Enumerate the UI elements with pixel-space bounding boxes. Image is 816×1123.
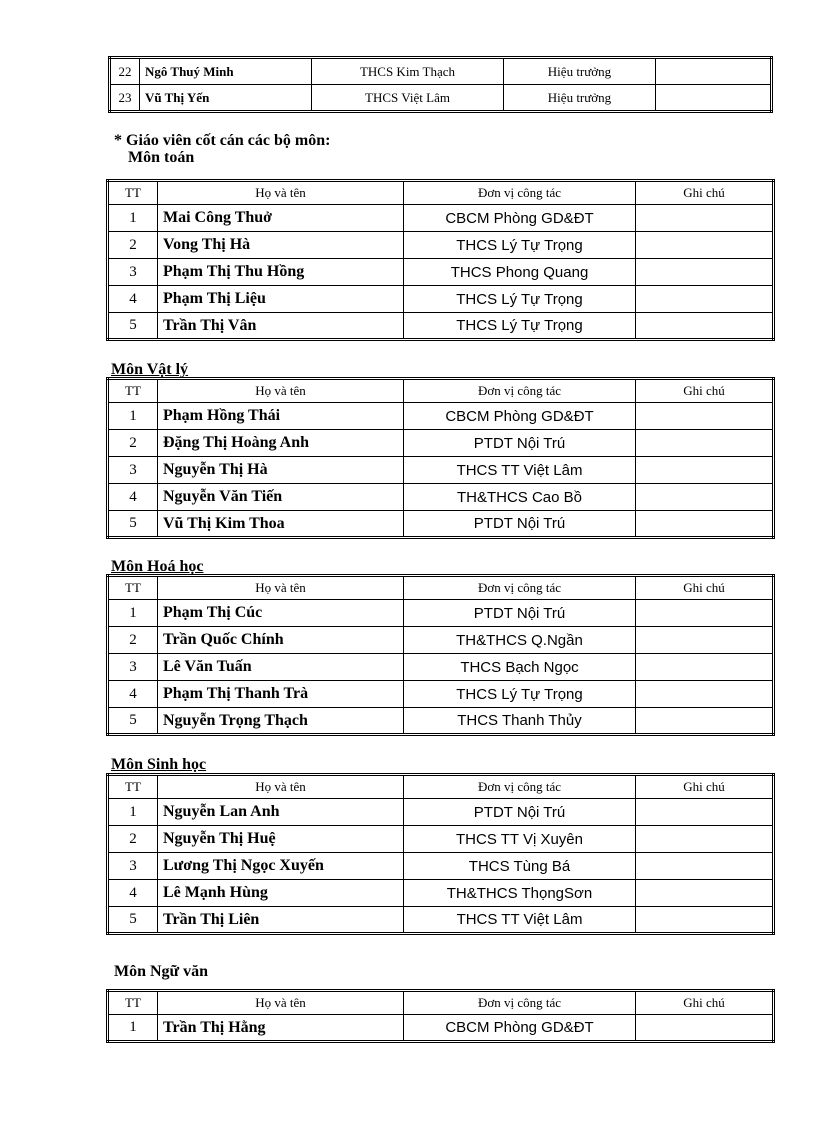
workplace: TH&THCS Q.Ngần: [404, 627, 636, 654]
row-number: 2: [108, 430, 158, 457]
row-number: 4: [108, 484, 158, 511]
note-cell: [636, 313, 774, 340]
workplace: CBCM Phòng GD&ĐT: [404, 205, 636, 232]
row-number: 4: [108, 880, 158, 907]
table-row: [108, 600, 774, 627]
note-cell: [636, 799, 774, 826]
teacher-name: Nguyễn Thị Huệ: [158, 826, 404, 853]
teacher-name: Mai Công Thuở: [158, 205, 404, 232]
workplace: THCS Lý Tự Trọng: [404, 313, 636, 340]
note-cell: [636, 259, 774, 286]
workplace: CBCM Phòng GD&ĐT: [404, 403, 636, 430]
note-cell: [636, 511, 774, 538]
row-number: 1: [108, 799, 158, 826]
subject-table-literature: [106, 989, 775, 1043]
teacher-name: Phạm Thị Thanh Trà: [158, 681, 404, 708]
workplace: THCS Lý Tự Trọng: [404, 232, 636, 259]
table-row: [108, 457, 774, 484]
teacher-name: Trần Quốc Chính: [158, 627, 404, 654]
header-unit: Đơn vị công tác: [404, 775, 636, 799]
row-number: 2: [108, 826, 158, 853]
header-note: Ghi chú: [636, 991, 774, 1015]
teacher-name: Trần Thị Liên: [158, 907, 404, 934]
header-note: Ghi chú: [636, 379, 774, 403]
section-title-literature: Môn Ngữ văn: [114, 963, 209, 980]
teacher-name: Trần Thị Hằng: [158, 1015, 404, 1042]
workplace: THCS TT Vị Xuyên: [404, 826, 636, 853]
table-row: [108, 511, 774, 538]
teacher-name: Vong Thị Hà: [158, 232, 404, 259]
table-row: [108, 799, 774, 826]
header-note: Ghi chú: [636, 576, 774, 600]
workplace: CBCM Phòng GD&ĐT: [404, 1015, 636, 1042]
table-row: [110, 85, 772, 112]
teacher-name: Trần Thị Vân: [158, 313, 404, 340]
role: Hiệu trưởng: [504, 85, 656, 112]
table-header-row: [108, 181, 774, 205]
row-number: 3: [108, 259, 158, 286]
note-cell: [636, 232, 774, 259]
table-header-row: [108, 991, 774, 1015]
note-cell: [636, 403, 774, 430]
workplace: PTDT Nội Trú: [404, 511, 636, 538]
row-number: 3: [108, 654, 158, 681]
note-cell: [636, 907, 774, 934]
row-number: 1: [108, 600, 158, 627]
table-header-row: [108, 576, 774, 600]
row-number: 4: [108, 681, 158, 708]
workplace: PTDT Nội Trú: [404, 799, 636, 826]
table-row: [108, 880, 774, 907]
teacher-name: Lương Thị Ngọc Xuyến: [158, 853, 404, 880]
row-number: 23: [110, 85, 140, 112]
teacher-name: Phạm Thị Thu Hồng: [158, 259, 404, 286]
header-note: Ghi chú: [636, 181, 774, 205]
workplace: THCS Tùng Bá: [404, 853, 636, 880]
workplace: THCS TT Việt Lâm: [404, 457, 636, 484]
table-row: [108, 853, 774, 880]
note-cell: [636, 457, 774, 484]
workplace: TH&THCS ThọngSơn: [404, 880, 636, 907]
table-row: [108, 286, 774, 313]
table-row: [108, 907, 774, 934]
note-cell: [636, 708, 774, 735]
workplace: TH&THCS Cao Bồ: [404, 484, 636, 511]
table-row: [108, 232, 774, 259]
workplace: THCS Kim Thạch: [312, 58, 504, 85]
section-title-biology: Môn Sinh học: [111, 756, 207, 773]
workplace: THCS Thanh Thủy: [404, 708, 636, 735]
row-number: 1: [108, 403, 158, 430]
subject-table-biology: [106, 773, 775, 935]
row-number: 5: [108, 511, 158, 538]
row-number: 5: [108, 907, 158, 934]
teacher-name: Nguyễn Trọng Thạch: [158, 708, 404, 735]
teacher-name: Ngô Thuý Minh: [140, 58, 312, 85]
row-number: 5: [108, 313, 158, 340]
teacher-name: Phạm Hồng Thái: [158, 403, 404, 430]
note-cell: [636, 484, 774, 511]
workplace: THCS Phong Quang: [404, 259, 636, 286]
header-name: Họ và tên: [158, 991, 404, 1015]
teacher-name: Đặng Thị Hoàng Anh: [158, 430, 404, 457]
header-tt: TT: [108, 576, 158, 600]
workplace: THCS Lý Tự Trọng: [404, 681, 636, 708]
teacher-name: Nguyễn Thị Hà: [158, 457, 404, 484]
section-title-math: Môn toán: [128, 149, 195, 166]
workplace: PTDT Nội Trú: [404, 600, 636, 627]
header-tt: TT: [108, 775, 158, 799]
teacher-name: Lê Văn Tuấn: [158, 654, 404, 681]
subject-table-chemistry: [106, 574, 775, 736]
table-row: [108, 1015, 774, 1042]
workplace: THCS Việt Lâm: [312, 85, 504, 112]
subject-table-physics: [106, 377, 775, 539]
row-number: 22: [110, 58, 140, 85]
header-name: Họ và tên: [158, 775, 404, 799]
row-number: 1: [108, 1015, 158, 1042]
subject-table-math: [106, 179, 775, 341]
teacher-name: Nguyễn Văn Tiến: [158, 484, 404, 511]
note-cell: [636, 826, 774, 853]
key-teachers-heading: * Giáo viên cốt cán các bộ môn:: [114, 132, 331, 149]
note-cell: [636, 654, 774, 681]
header-unit: Đơn vị công tác: [404, 576, 636, 600]
note-cell: [636, 853, 774, 880]
teacher-name: Vũ Thị Yến: [140, 85, 312, 112]
row-number: 3: [108, 457, 158, 484]
workplace: THCS TT Việt Lâm: [404, 907, 636, 934]
table-row: [108, 654, 774, 681]
note-cell: [636, 205, 774, 232]
row-number: 3: [108, 853, 158, 880]
note-cell: [636, 286, 774, 313]
row-number: 1: [108, 205, 158, 232]
table-header-row: [108, 775, 774, 799]
note-cell: [636, 600, 774, 627]
table-row: [108, 484, 774, 511]
role: Hiệu trưởng: [504, 58, 656, 85]
workplace: PTDT Nội Trú: [404, 430, 636, 457]
row-number: 4: [108, 286, 158, 313]
header-unit: Đơn vị công tác: [404, 379, 636, 403]
top-table: [108, 56, 773, 113]
header-note: Ghi chú: [636, 775, 774, 799]
table-row: [108, 313, 774, 340]
teacher-name: Phạm Thị Cúc: [158, 600, 404, 627]
header-name: Họ và tên: [158, 576, 404, 600]
table-row: [108, 627, 774, 654]
header-tt: TT: [108, 181, 158, 205]
table-row: [108, 403, 774, 430]
table-row: [108, 259, 774, 286]
table-row: [108, 205, 774, 232]
teacher-name: Lê Mạnh Hùng: [158, 880, 404, 907]
header-unit: Đơn vị công tác: [404, 991, 636, 1015]
row-number: 2: [108, 627, 158, 654]
teacher-name: Nguyễn Lan Anh: [158, 799, 404, 826]
header-unit: Đơn vị công tác: [404, 181, 636, 205]
header-name: Họ và tên: [158, 379, 404, 403]
row-number: 2: [108, 232, 158, 259]
header-tt: TT: [108, 991, 158, 1015]
header-tt: TT: [108, 379, 158, 403]
table-row: [110, 58, 772, 85]
table-header-row: [108, 379, 774, 403]
table-row: [108, 681, 774, 708]
workplace: THCS Lý Tự Trọng: [404, 286, 636, 313]
note-cell: [636, 880, 774, 907]
teacher-name: Vũ Thị Kim Thoa: [158, 511, 404, 538]
note-cell: [656, 85, 772, 112]
note-cell: [636, 430, 774, 457]
table-row: [108, 708, 774, 735]
table-row: [108, 826, 774, 853]
section-title-physics: Môn Vật lý: [111, 361, 189, 378]
table-row: [108, 430, 774, 457]
note-cell: [636, 681, 774, 708]
workplace: THCS Bạch Ngọc: [404, 654, 636, 681]
teacher-name: Phạm Thị Liệu: [158, 286, 404, 313]
header-name: Họ và tên: [158, 181, 404, 205]
row-number: 5: [108, 708, 158, 735]
note-cell: [656, 58, 772, 85]
note-cell: [636, 627, 774, 654]
section-title-chemistry: Môn Hoá học: [111, 558, 204, 575]
note-cell: [636, 1015, 774, 1042]
